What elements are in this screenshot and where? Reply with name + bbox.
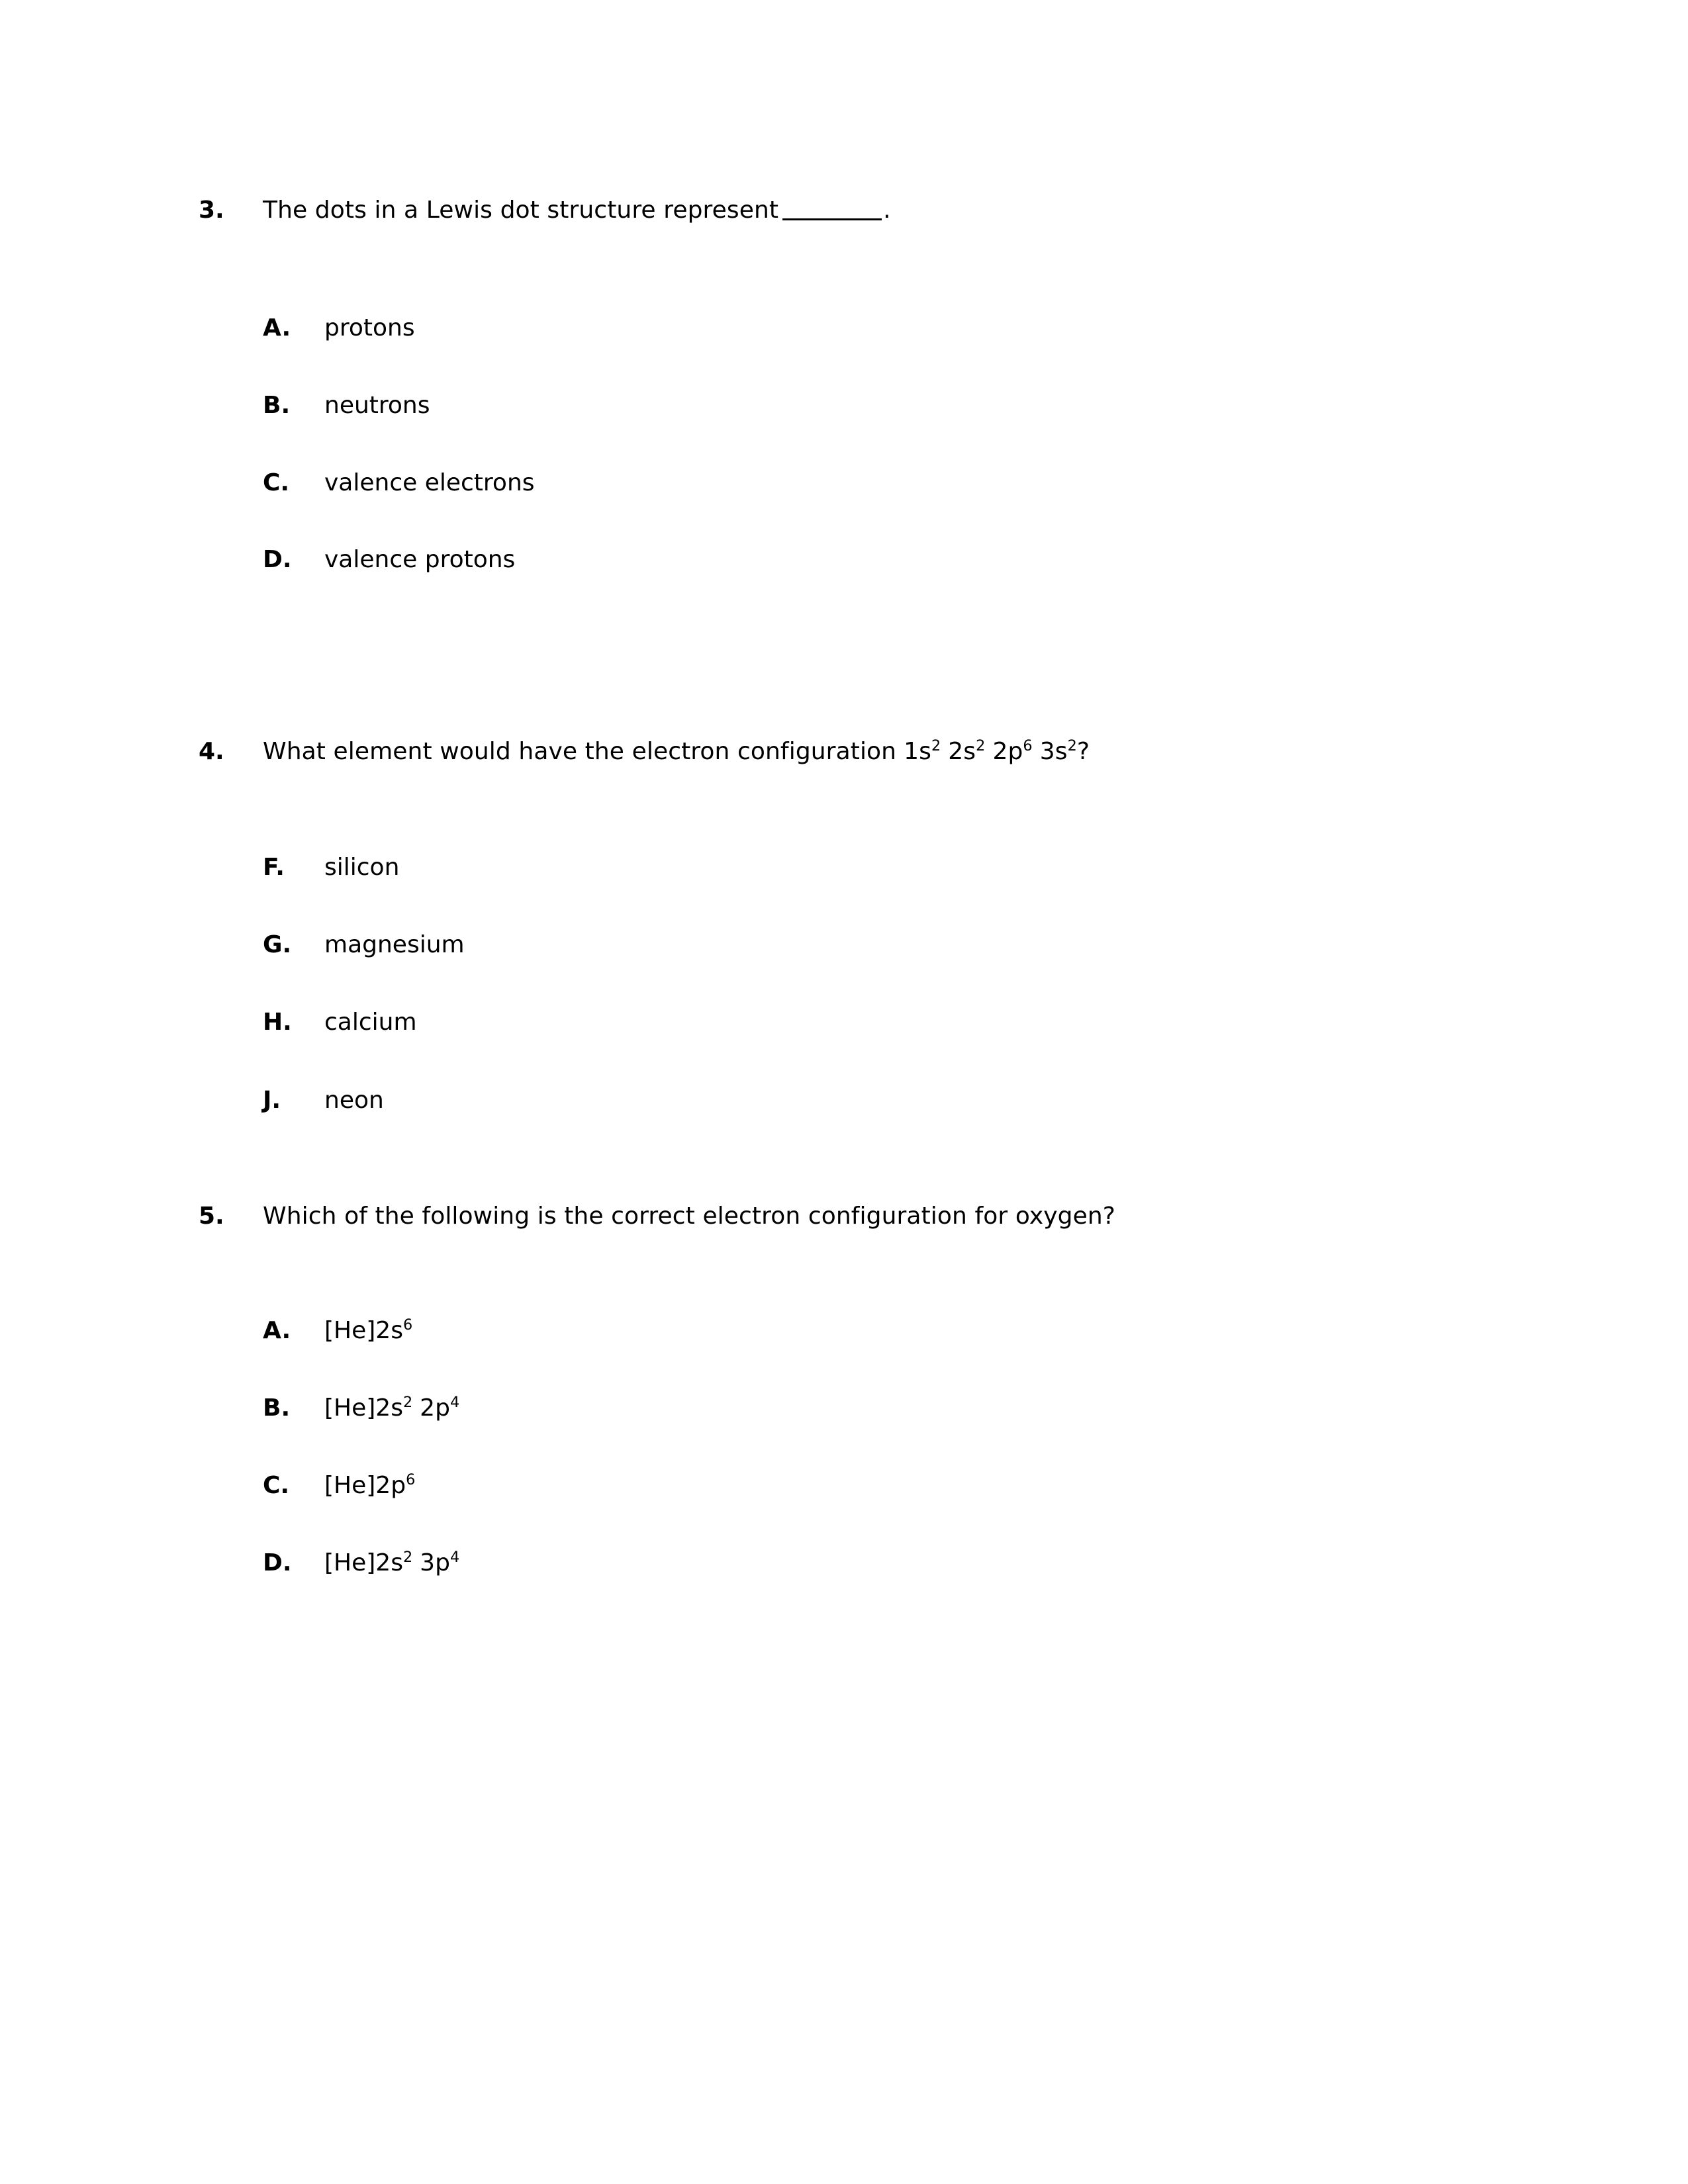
electron-config-2p: $2p^6$: [992, 737, 1033, 765]
option-letter: D.: [263, 546, 292, 573]
question-3-number: 3.: [199, 197, 224, 224]
electron-config-2s: $2s^2$: [948, 737, 986, 765]
option-letter: B.: [263, 392, 291, 419]
option-letter: A.: [263, 1317, 291, 1344]
electron-config-3s: $3s^2$: [1039, 737, 1077, 765]
option-letter: F.: [263, 854, 285, 881]
exponent: 4: [449, 1549, 460, 1566]
option-letter: A.: [263, 314, 291, 341]
option-text: [324, 1316, 413, 1344]
question-4-option-j[interactable]: [263, 1089, 384, 1113]
option-text: neon: [324, 1087, 384, 1114]
exponent: 4: [449, 1394, 460, 1411]
question-4-lead: What element would have the electron configuration: [263, 738, 897, 765]
option-text: [324, 1471, 416, 1499]
question-4: [199, 737, 1090, 765]
question-5: [199, 1205, 1115, 1228]
config-part: $[He]2p^6$: [324, 1471, 416, 1499]
option-text: valence protons: [324, 546, 516, 573]
option-text: valence electrons: [324, 469, 535, 496]
option-letter: H.: [263, 1009, 292, 1036]
option-letter: B.: [263, 1394, 291, 1422]
config-part: $[He]2s^2$: [324, 1394, 413, 1422]
answer-blank[interactable]: [782, 218, 882, 220]
exponent: 2: [931, 737, 941, 754]
question-3-text: [263, 199, 891, 222]
question-3-prompt: The dots in a Lewis dot structure represent: [263, 197, 779, 224]
question-4-trail: ?: [1076, 738, 1090, 765]
option-text: protons: [324, 314, 415, 341]
question-4-option-g[interactable]: [263, 933, 465, 957]
option-letter: C.: [263, 469, 290, 496]
question-3-option-b[interactable]: [263, 394, 430, 418]
config-part: $3p^4$: [420, 1549, 460, 1576]
option-letter: G.: [263, 931, 292, 958]
question-3-option-c[interactable]: [263, 471, 535, 495]
config-part: $[He]2s^6$: [324, 1316, 413, 1344]
exponent: 2: [976, 737, 986, 754]
question-5-number: 5.: [199, 1203, 224, 1230]
option-text: [324, 1551, 459, 1575]
question-5-option-d[interactable]: [263, 1551, 459, 1575]
question-3-option-a[interactable]: [263, 316, 415, 340]
question-5-option-b[interactable]: [263, 1396, 459, 1420]
question-5-option-a[interactable]: [263, 1316, 413, 1344]
exponent: 2: [1067, 737, 1077, 754]
option-text: [324, 1396, 459, 1420]
option-letter: C.: [263, 1472, 290, 1499]
option-text: silicon: [324, 854, 400, 881]
question-4-option-f[interactable]: [263, 856, 399, 880]
question-4-number: 4.: [199, 738, 224, 765]
question-3: [199, 199, 891, 222]
config-part: $2p^4$: [420, 1394, 460, 1422]
option-text: neutrons: [324, 392, 430, 419]
option-letter: J.: [263, 1087, 281, 1114]
question-5-text: Which of the following is the correct electron configuration for oxygen?: [263, 1203, 1115, 1230]
question-3-option-d[interactable]: [263, 548, 515, 572]
exponent: 2: [402, 1394, 413, 1411]
exponent: 6: [406, 1471, 416, 1488]
option-letter: D.: [263, 1549, 292, 1576]
electron-config-1s: $1s^2$: [904, 737, 941, 765]
option-text: magnesium: [324, 931, 465, 958]
question-3-period: .: [883, 197, 891, 224]
config-part: $[He]2s^2$: [324, 1549, 413, 1576]
exponent: 2: [402, 1549, 413, 1566]
exponent: 6: [1023, 737, 1033, 754]
option-text: calcium: [324, 1009, 417, 1036]
question-4-option-h[interactable]: [263, 1011, 417, 1034]
question-4-text: [263, 737, 1090, 765]
question-5-option-c[interactable]: [263, 1471, 416, 1499]
exponent: 6: [402, 1316, 413, 1334]
